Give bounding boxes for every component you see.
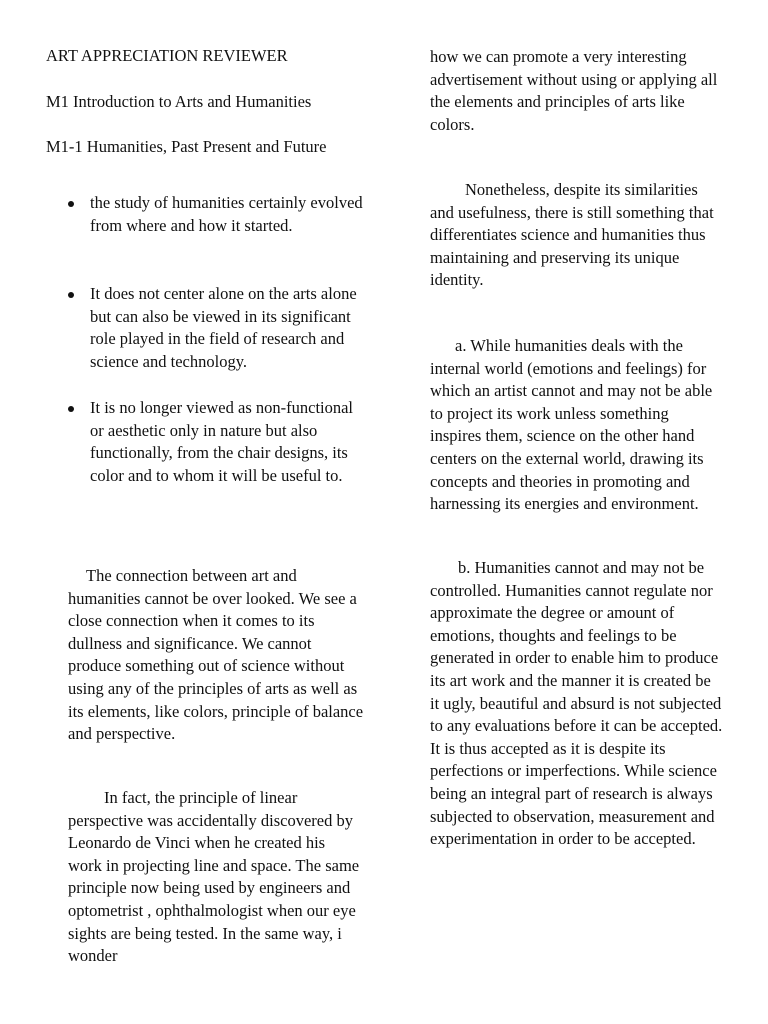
paragraph-nonetheless: Nonetheless, despite its similarities and usefulness, there is still something that differentiates science and humanities thus maintaining and preserving its unique identity. <box>430 180 714 290</box>
section-heading: M1-1 Humanities, Past Present and Future <box>46 137 327 156</box>
document-title: ART APPRECIATION REVIEWER <box>46 46 288 65</box>
bullet-text: the study of humanities certainly evolved from where and how it started. <box>90 193 363 235</box>
paragraph-point-a: a. While humanities deals with the internal world (emotions and feelings) for which an artist cannot and may not be able to project its work unless something inspires them, science on the other hand centers on the external world, drawing its concepts and theories in promoting and harnessing its energies and environment. <box>430 336 713 514</box>
paragraph-point-b: b. Humanities cannot and may not be controlled. Humanities cannot regulate nor approximate the degree or amount of emotions, thoughts and feelings to be generated in order to enable him to produce its art work and the manner it is created be it ugly, beautiful and absurd is not subjected to any evaluations before it can be accepted. It is thus accepted as it is despite its perfections or imperfections. While science being an integral part of research is always subjected to observation, measurement and experimentation in order to be accepted. <box>430 558 723 849</box>
bullet-dot-icon <box>68 406 74 412</box>
module-heading: M1 Introduction to Arts and Humanities <box>46 92 312 111</box>
paragraph-connection: The connection between art and humanities cannot be over looked. We see a close connection when it comes to its dullness and significance. We cannot produce something out of science without using any of the principles of arts as well as its elements, like colors, principle of balance and perspective. <box>68 566 364 744</box>
bullet-dot-icon <box>68 201 74 207</box>
bullet-item <box>90 192 365 237</box>
bullet-item <box>90 397 365 487</box>
bullet-text: It does not center alone on the arts alone but can also be viewed in its significant role played in the field of research and science and technology. <box>90 284 357 371</box>
bullet-dot-icon <box>68 292 74 298</box>
paragraph-continuation: how we can promote a very interesting advertisement without using or applying all the elements and principles of arts like colors. <box>430 47 718 134</box>
bullet-item <box>90 283 365 373</box>
paragraph-linear-perspective: In fact, the principle of linear perspective was accidentally discovered by Leonardo de Vinci when he created his work in projecting line and space. The same principle now being used by engineers and optometrist , ophthalmologist when our eye sights are being tested. In the same way, i wonder <box>68 788 360 966</box>
bullet-text: It is no longer viewed as non-functional or aesthetic only in nature but also functionally, from the chair designs, its color and to whom it will be useful to. <box>90 398 354 485</box>
